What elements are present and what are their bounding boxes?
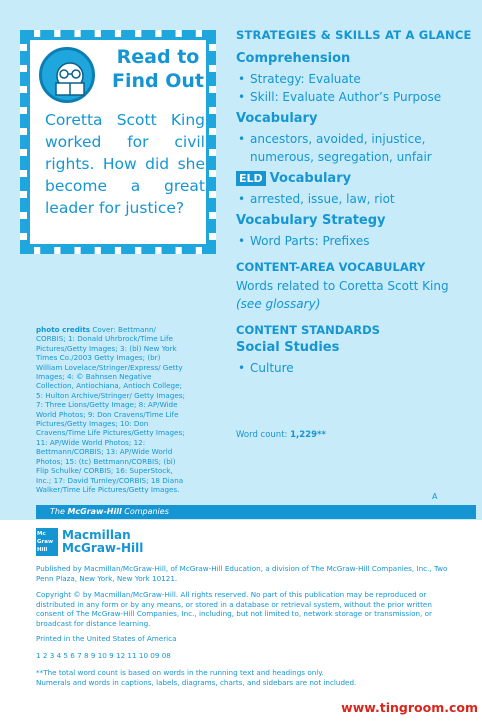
- content-standards-title: CONTENT STANDARDS: [236, 323, 380, 337]
- glance-heading: STRATEGIES & SKILLS AT A GLANCE: [236, 28, 472, 42]
- vocab-strategy-item: • Word Parts: Prefixes: [236, 232, 476, 250]
- photo-credits-label: photo credits: [36, 325, 91, 334]
- read-to-find-out-title: [103, 45, 213, 93]
- logo-line-2: McGraw-Hill: [62, 541, 144, 555]
- photo-credits-text: Cover: Bettmann/ CORBIS; 1: Donald Uhrbrock/Time Life Pictures/Getty Images; 3: (bl) New York Times Co./2003 Getty Images; (br) William Lovelace/Stringer/Express/ Getty Images; 4: © Bahnsen Negative Collection, Antiochiana, Antioch College; 5: Hulton Archive/Stringer/ Getty Images; 7: Three Lions/Getty Image; 8: AP/Wide World Photos; 9: Don Cravens/Time Life Pictures/Getty Images; 10: Don Cravens/Time Life Pictures/Getty Images; 11: AP/Wide World Photos; 12: Bettmann/CORBIS; 13: AP/Wide World Photos; 15: (tc) Bettmann/CORBIS; (bl) Flip Schulke/ CORBIS; 16: SuperStock, Inc.; 17: David Turnley/CORBIS; 18 Diana Walker/Time Life Pictures/Getty Images.: [36, 325, 185, 494]
- logo-mark-line: Graw: [37, 539, 54, 545]
- eld-title-text: Vocabulary: [269, 171, 352, 186]
- word-count-value: 1,229**: [290, 430, 326, 440]
- photo-credits: [36, 325, 186, 494]
- word-count-label: Word count:: [236, 430, 288, 440]
- vocab-strategy-title: Vocabulary Strategy: [236, 213, 386, 228]
- comprehension-item: • Skill: Evaluate Author’s Purpose: [236, 88, 476, 106]
- vocabulary-title: Vocabulary: [236, 111, 318, 126]
- title-line-1: Read to: [116, 46, 200, 68]
- logo-mark-line: Hill: [37, 547, 48, 553]
- publisher-logo: [36, 528, 143, 556]
- content-standards-item: • Culture: [236, 359, 476, 377]
- corner-mark: A: [432, 492, 438, 501]
- publisher-band: [36, 505, 476, 519]
- vocabulary-line-1: • ancestors, avoided, injustice,: [236, 130, 476, 148]
- copyright-notice: Copyright © by Macmillan/McGraw-Hill. All rights reserved. No part of this publication may be reproduced or distributed in any form or by any means, or stored in a database or retrieval system, without the prior written consent of The McGraw-Hill Companies, Inc., including, but not limited to, network storage or transmission, or broadcast for distance learning.: [36, 590, 432, 628]
- title-line-2: Find Out: [112, 70, 204, 92]
- printed-in: Printed in the United States of America: [36, 634, 177, 643]
- comprehension-item: • Strategy: Evaluate: [236, 70, 476, 88]
- skills-at-a-glance: [236, 28, 476, 377]
- word-count: [236, 430, 326, 440]
- reader-icon: [39, 47, 95, 103]
- focus-question: Coretta Scott King worked for civil rights. How did she become a great leader for justice?: [45, 111, 205, 217]
- content-area-line-1: Words related to Coretta Scott King: [236, 279, 449, 293]
- vocabulary-line-2: numerous, segregation, unfair: [250, 150, 432, 164]
- logo-line-1: Macmillan: [62, 528, 131, 542]
- band-company: McGraw-Hill: [67, 507, 122, 516]
- band-suffix: Companies: [124, 507, 169, 516]
- eld-vocabulary-title: [236, 171, 476, 186]
- content-area-line-2: (see glossary): [236, 297, 321, 311]
- site-watermark: www.tingroom.com: [341, 700, 478, 715]
- eld-badge: ELD: [236, 171, 266, 186]
- content-standards-subject: Social Studies: [236, 340, 340, 355]
- content-area-title: CONTENT-AREA VOCABULARY: [236, 260, 426, 274]
- mcgraw-hill-logo-icon: [36, 528, 58, 556]
- read-to-find-out-box: [20, 30, 216, 254]
- band-prefix: The: [50, 507, 65, 516]
- word-count-footnote-1: **The total word count is based on words in the running text and headings only.: [36, 668, 324, 677]
- word-count-footnote-2: Numerals and words in captions, labels, diagrams, charts, and sidebars are not included.: [36, 678, 357, 687]
- published-by: Published by Macmillan/McGraw-Hill, of McGraw-Hill Education, a division of The McGraw-Hill Companies, Inc., Two Penn Plaza, New York, New York 10121.: [36, 564, 448, 583]
- comprehension-title: Comprehension: [236, 51, 351, 66]
- logo-wordmark: [62, 529, 143, 555]
- print-numbers: 1 2 3 4 5 6 7 8 9 10 9 12 11 10 09 08: [36, 651, 171, 660]
- eld-item: • arrested, issue, law, riot: [236, 190, 476, 208]
- logo-mark-line: Mc: [37, 531, 46, 537]
